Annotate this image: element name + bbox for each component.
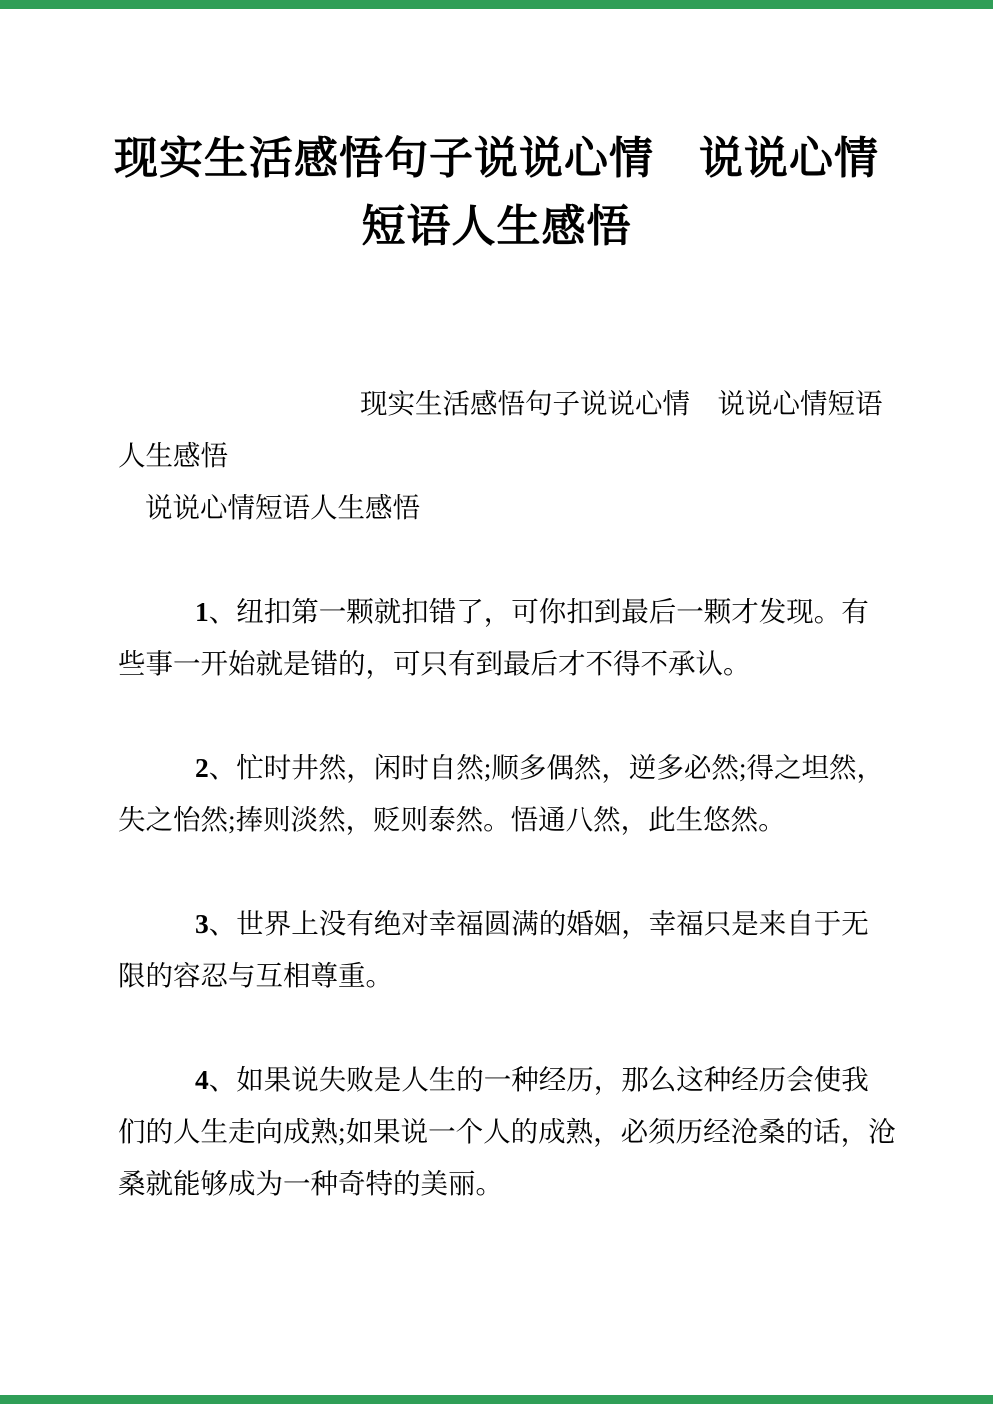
quote-line [118,1054,890,1106]
quote-number: 2 [195,752,209,783]
title-line-2: 短语人生感悟 [361,202,632,251]
quote-number-separator: 、 [208,908,237,939]
quote-line [118,742,890,794]
quote-number: 4 [195,1064,209,1095]
quote-item-2 [118,742,890,846]
intro-subtitle-line: 说说心情短语人生感悟 [145,492,420,523]
quote-text: 世界上没有绝对幸福圆满的婚姻，幸福只是来自于无 [236,908,869,939]
quote-number: 3 [195,908,209,939]
quote-line: 们的人生走向成熟;如果说一个人的成熟，必须历经沧桑的话，沧 [118,1116,896,1147]
quote-item-4 [118,1054,896,1210]
quote-text: 纽扣第一颗就扣错了，可你扣到最后一颗才发现。有 [236,596,869,627]
quote-item-1 [118,586,890,690]
intro-line-1: 现实生活感悟句子说说心情 说说心情短语 [360,388,883,419]
top-accent-bar [0,0,993,9]
quote-line [118,898,890,950]
title-line-1: 现实生活感悟句子说说心情 说说心情 [114,134,879,183]
intro-line-2: 人生感悟 [118,440,228,471]
quote-number: 1 [195,596,209,627]
quote-number-separator: 、 [208,596,237,627]
bottom-accent-bar [0,1395,993,1404]
page-title [0,0,993,261]
quote-line: 限的容忍与互相尊重。 [118,960,393,991]
quote-text: 如果说失败是人生的一种经历，那么这种经历会使我 [236,1064,869,1095]
quote-line: 些事一开始就是错的，可只有到最后才不得不承认。 [118,648,751,679]
quote-line: 桑就能够成为一种奇特的美丽。 [118,1168,503,1199]
intro-paragraph [118,378,890,534]
quote-line [118,586,890,638]
quote-number-separator: 、 [208,1064,237,1095]
quote-text: 忙时井然，闲时自然;顺多偶然，逆多必然;得之坦然， [236,752,885,783]
quote-line: 失之怡然;捧则淡然，贬则泰然。悟通八然，此生悠然。 [118,804,786,835]
quote-item-3 [118,898,890,1002]
quote-number-separator: 、 [208,752,237,783]
document-body [118,378,896,1210]
